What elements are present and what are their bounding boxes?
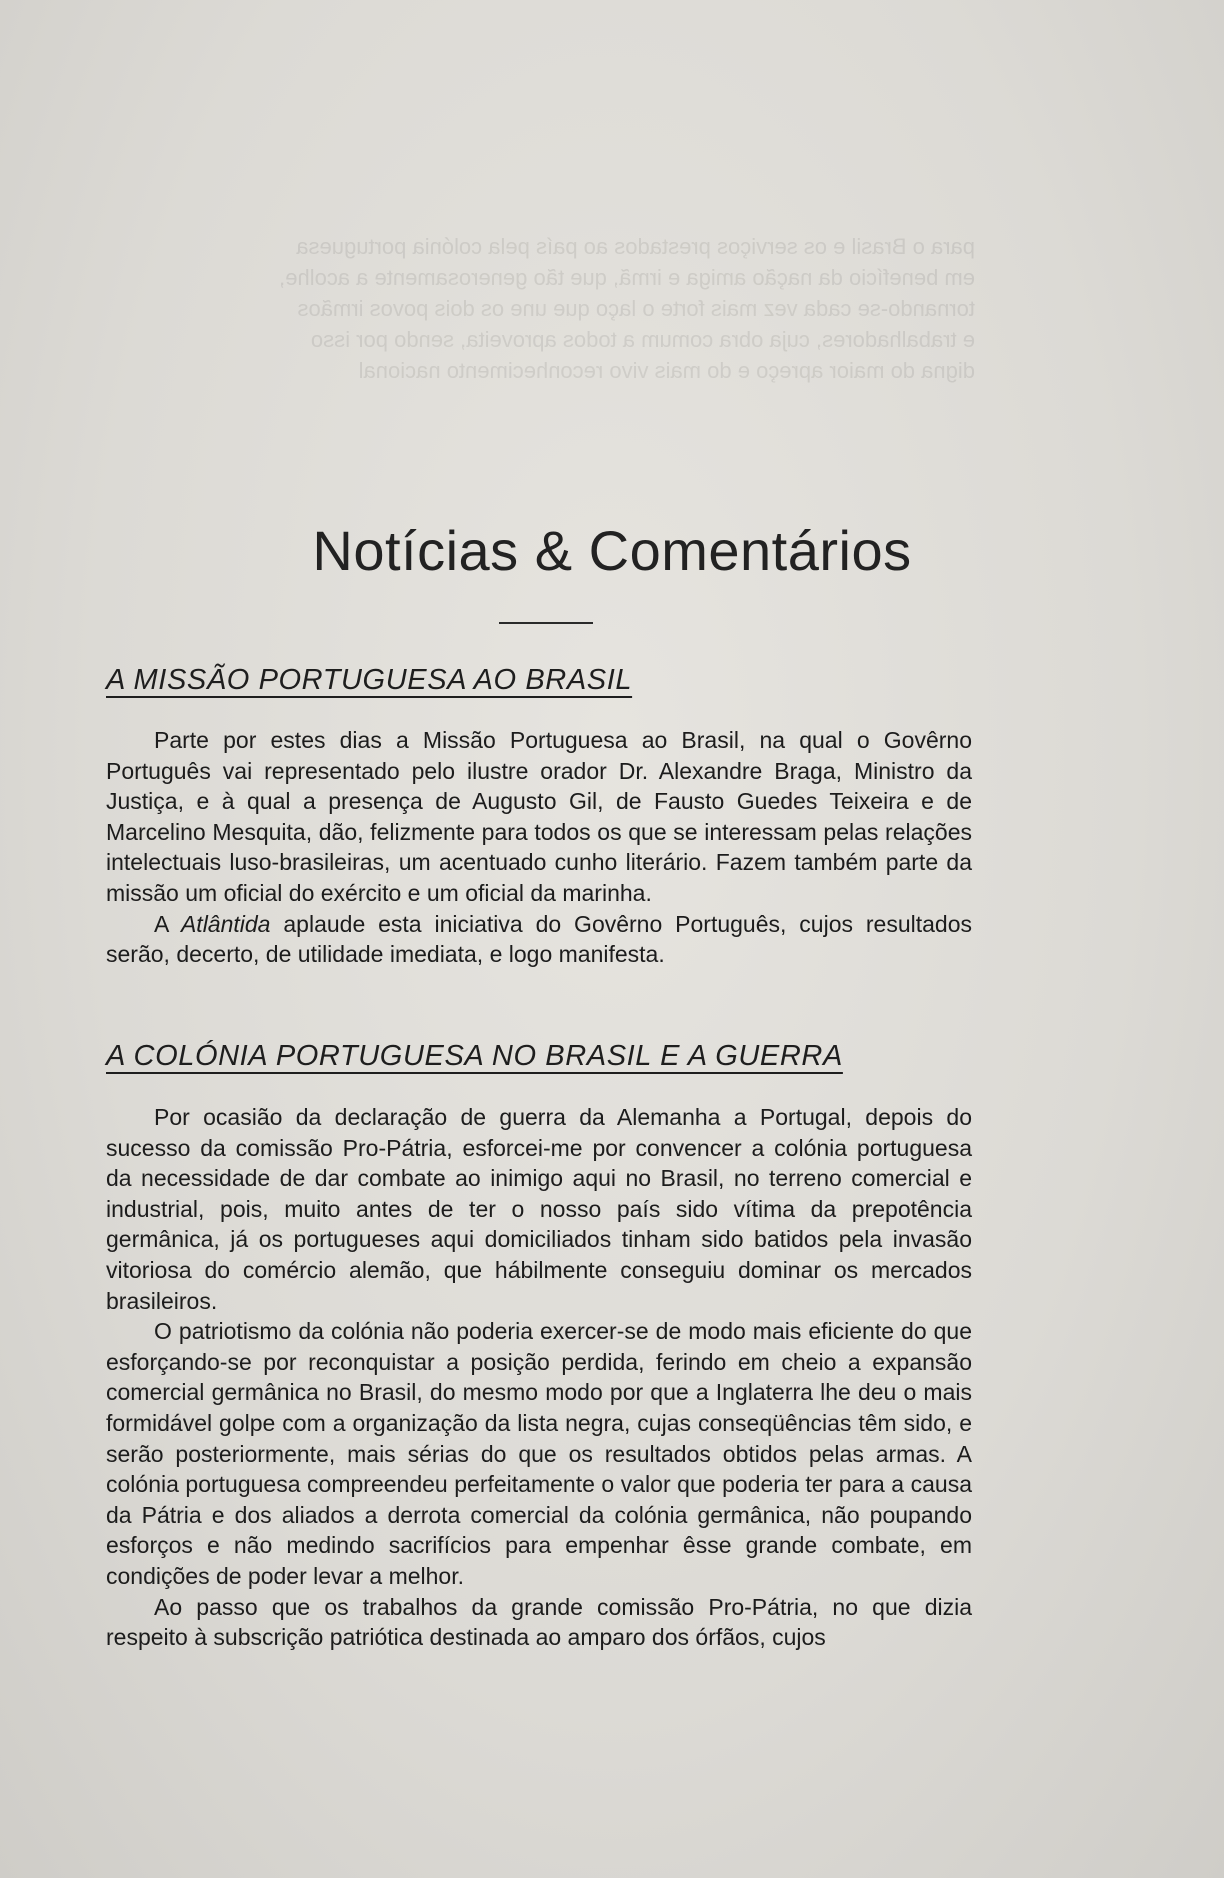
section-body-colonia: [106, 1102, 972, 1653]
paragraph: Por ocasião da declaração de guerra da Alemanha a Portugal, depois do sucesso da comissão Pro-Pátria, esforcei-me por convencer a colónia portuguesa da necessidade de dar combate ao inimigo aqui no Brasil, no terreno comercial e industrial, pois, muito antes de ter o nosso país sido vítima da prepotência germânica, já os portugueses aqui domiciliados tinham sido batidos pela invasão vitoriosa do comércio alemão, que hábilmente conseguiu dominar os mercados brasileiros.: [106, 1104, 972, 1314]
page-title: Notícias & Comentários: [312, 519, 912, 582]
section-body-missao: [106, 725, 972, 970]
paragraph-prefix: A: [154, 910, 181, 937]
paragraph: Parte por estes dias a Missão Portuguesa ao Brasil, na qual o Govêrno Português vai representado pelo ilustre orador Dr. Alexandre Braga, Ministro da Justiça, e à qual a presença de Augusto Gil, de Fausto Guedes Teixeira e de Marcelino Mesquita, dão, felizmente para todos os que se interessam pelas relações intelectuais luso-brasileiras, um acentuado cunho literário. Fazem também parte da missão um oficial do exército e um oficial da marinha.: [106, 727, 972, 906]
section-heading-missao: A MISSÃO PORTUGUESA AO BRASIL: [106, 664, 633, 696]
paragraph-rest: aplaude esta iniciativa do Govêrno Português, cujos resultados serão, decerto, de utilidade imediata, e logo manifesta.: [106, 910, 972, 968]
title-divider: [499, 622, 593, 624]
paragraph: O patriotismo da colónia não poderia exercer-se de modo mais eficiente do que esforçando-se por reconquistar a posição perdida, ferindo em cheio a expansão comercial germânica no Brasil, do mesmo modo por que a Inglaterra lhe deu o mais formidável golpe com a organização da lista negra, cujas conseqüências têm sido, e serão posteriormente, mais sérias do que os resultados obtidos pelas armas. A colónia portuguesa compreendeu perfeitamente o valor que poderia ter para a causa da Pátria e dos aliados a derrota comercial da colónia germânica, não poupando esforços e não medindo sacrifícios para empenhar êsse grande combate, em condições de poder levar a melhor.: [106, 1318, 972, 1589]
paragraph: [106, 909, 972, 970]
paragraph: Ao passo que os trabalhos da grande comissão Pro-Pátria, no que dizia respeito à subscrição patriótica destinada ao amparo dos órfãos, cujos: [106, 1593, 972, 1651]
section-heading-colonia: A COLÓNIA PORTUGUESA NO BRASIL E A GUERRA: [106, 1040, 843, 1072]
show-through-text: para o Brasil e os serviços prestados ao país pela colónia portuguesa em benefício da nação amiga e irmã, que tão generosamente a acolhe, tornando-se cada vez mais forte o laço que une os dois povos irmãos e trabalhadores, cuja obra comum a todos aproveita, sendo por isso digna do maior apreço e do mais vivo reconhecimento nacional: [279, 234, 975, 383]
magazine-name: Atlântida: [180, 910, 271, 937]
